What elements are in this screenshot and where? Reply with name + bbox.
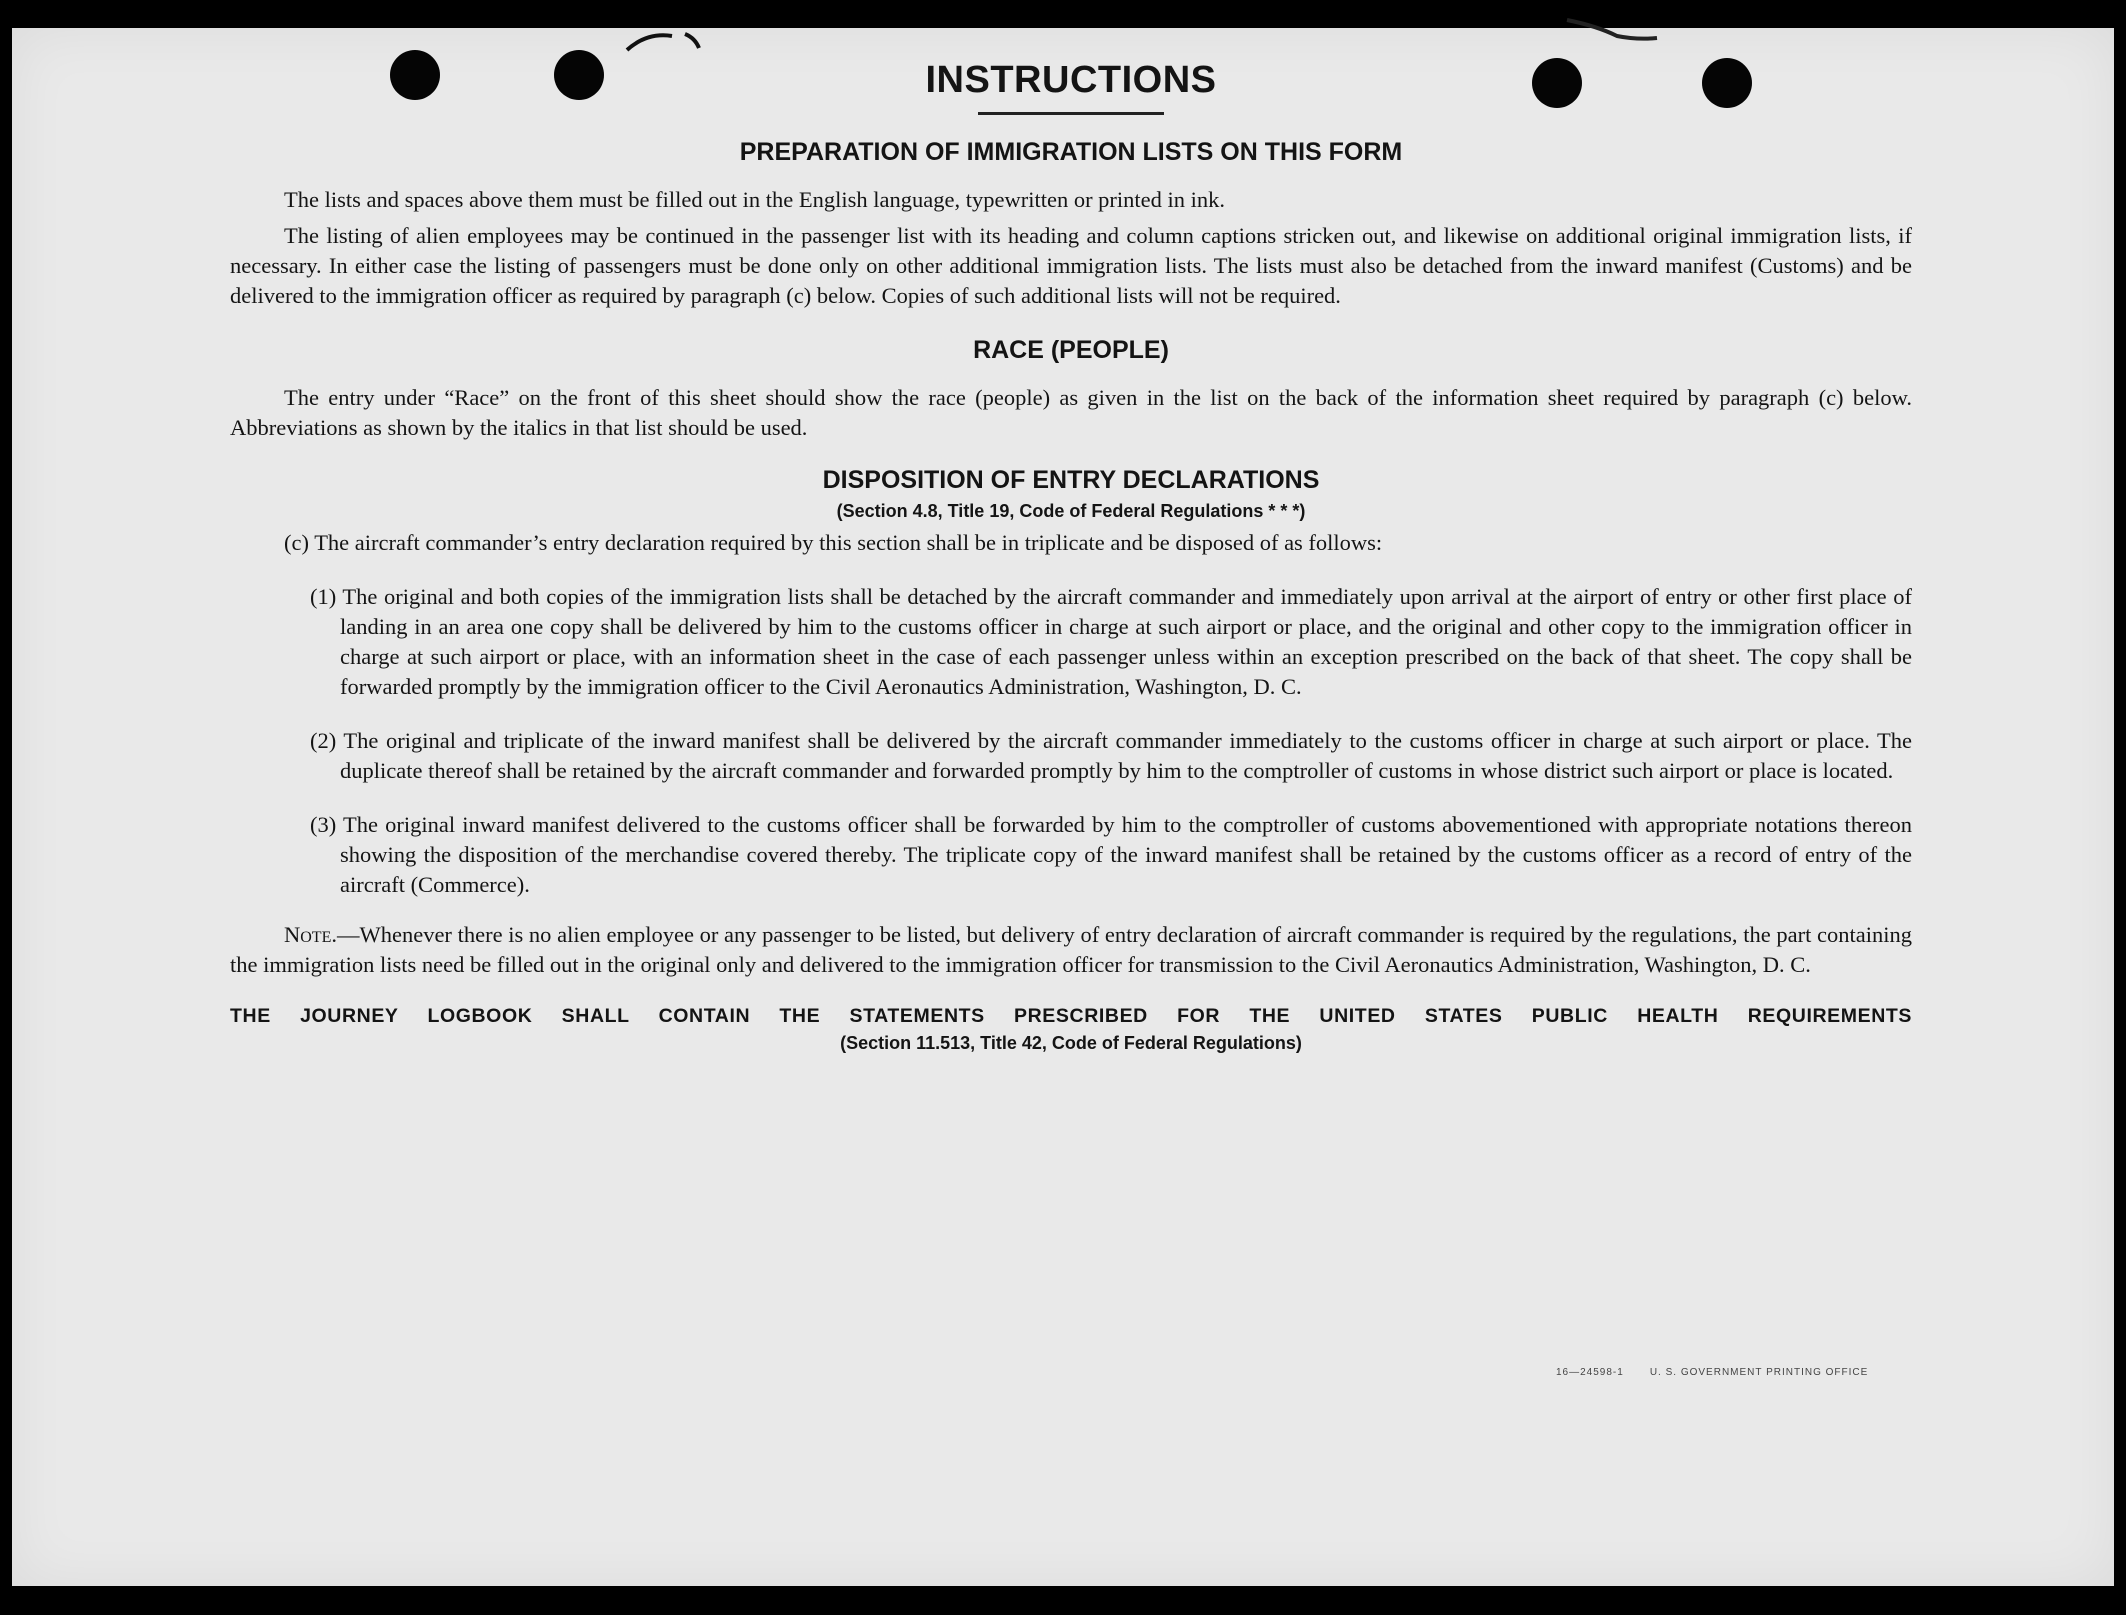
instructions-content (230, 60, 1912, 1056)
disposition-heading: DISPOSITION OF ENTRY DECLARATIONS (822, 465, 1320, 494)
preparation-heading: PREPARATION OF IMMIGRATION LISTS ON THIS FORM (739, 137, 1403, 166)
disposition-item-1: (1) The original and both copies of the immigration lists shall be detached by the aircraft commander and immediately upon arrival at the airport of entry or other first place of landing in an area one copy shall be delivered by him to the customs officer in charge at such airport or place, and the original and other copy to the immigration officer in charge at such airport or place, with an information sheet in the case of each passenger unless within an exception prescribed on the back of that sheet. The copy shall be forwarded promptly by the immigration officer to the Civil Aeronautics Administration, Washington, D. C. (310, 584, 1912, 700)
title-underline (978, 112, 1164, 115)
race-paragraph: The entry under “Race” on the front of this sheet should show the race (people) as given in the list on the back of the information sheet required by paragraph (c) below. Abbreviations as shown by the italics in that list should be used. (230, 384, 1912, 440)
disposition-citation: (Section 4.8, Title 19, Code of Federal Regulations * * *) (836, 500, 1306, 521)
pen-mark-top-left (617, 28, 717, 58)
preparation-paragraph-1: The lists and spaces above them must be filled out in the English language, typewritten or printed in ink. (284, 186, 1226, 212)
disposition-intro: (c) The aircraft commander’s entry declaration required by this section shall be in triplicate and be disposed of as follows: (284, 530, 1383, 556)
note-lead: Note. (284, 922, 337, 948)
form-number: 16—24598-1 (1556, 1367, 1624, 1378)
printer-name: U. S. GOVERNMENT PRINTING OFFICE (1649, 1367, 1869, 1378)
race-heading: RACE (PEOPLE) (973, 335, 1169, 364)
page-title: INSTRUCTIONS (925, 59, 1217, 101)
health-requirements-statement: THE JOURNEY LOGBOOK SHALL CONTAIN THE STATEMENTS PRESCRIBED FOR THE UNITED STATES PUBLIC HEALTH REQUIREMENTS (230, 1005, 1912, 1028)
disposition-item-3: (3) The original inward manifest delivered to the customs officer shall be forwarded by him to the comptroller of customs abovementioned with appropriate notations thereon showing the disposition of the merchandise covered thereby. The triplicate copy of the inward manifest shall be retained by the customs officer as a record of entry of the aircraft (Commerce). (310, 812, 1912, 898)
disposition-item-2: (2) The original and triplicate of the inward manifest shall be delivered by the aircraft commander immediately to the customs officer in charge at such airport or place. The duplicate thereof shall be retained by the aircraft commander and forwarded promptly by him to the comptroller of customs in whose district such airport or place is located. (310, 728, 1912, 784)
pen-mark-top-right (1557, 12, 1667, 42)
note-paragraph (230, 920, 1912, 980)
health-requirements-citation: (Section 11.513, Title 42, Code of Federal Regulations) (840, 1033, 1302, 1054)
note-text: —Whenever there is no alien employee or any passenger to be listed, but delivery of entry declaration of aircraft commander is required by the regulations, the part containing the immigration lists need be filled out in the original only and delivered to the immigration officer for transmission to the Civil Aeronautics Administration, Washington, D. C. (230, 922, 1912, 978)
printing-imprint (1556, 1367, 1894, 1378)
preparation-paragraph-2: The listing of alien employees may be continued in the passenger list with its heading and column captions stricken out, and likewise on additional original immigration lists, if necessary. In either case the listing of passengers must be done only on other additional immigration lists. The lists must also be detached from the inward manifest (Customs) and be delivered to the immigration officer as required by paragraph (c) below. Copies of such additional lists will not be required. (230, 222, 1912, 308)
